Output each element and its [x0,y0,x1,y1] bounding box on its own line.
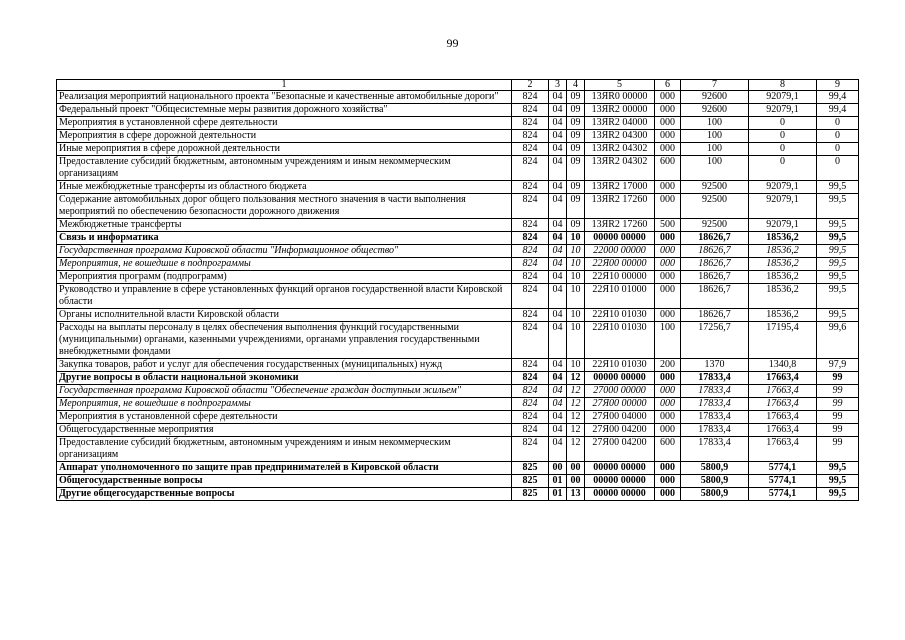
cell-planned: 18626,7 [681,232,749,245]
cell-expense-type: 000 [655,309,681,322]
cell-expense-type: 000 [655,181,681,194]
cell-percent: 99,6 [817,322,859,359]
cell-expense-type: 000 [655,143,681,156]
cell-section: 04 [549,104,567,117]
cell-percent: 99,5 [817,194,859,219]
cell-percent: 99,4 [817,104,859,117]
cell-ministry-code: 824 [512,258,549,271]
cell-executed: 0 [749,117,817,130]
cell-percent: 97,9 [817,359,859,372]
cell-name: Содержание автомобильных дорог общего пользования местного значения в части выполнения мероприятий по обеспечению безопасности дорожного движения [57,194,512,219]
cell-expense-type: 100 [655,322,681,359]
cell-name: Предоставление субсидий бюджетным, автономным учреждениям и иным некоммерческим организациям [57,156,512,181]
cell-percent: 0 [817,130,859,143]
cell-section: 04 [549,194,567,219]
table-row [57,424,859,437]
cell-planned: 100 [681,143,749,156]
cell-executed: 0 [749,130,817,143]
cell-section: 04 [549,385,567,398]
table-row [57,411,859,424]
budget-table [56,79,859,501]
cell-expense-type: 000 [655,424,681,437]
cell-executed: 5774,1 [749,488,817,501]
cell-percent: 0 [817,117,859,130]
cell-name: Общегосударственные вопросы [57,475,512,488]
cell-target-item: 27Я00 04000 [585,411,655,424]
cell-executed: 5774,1 [749,462,817,475]
cell-subsection: 12 [567,437,585,462]
header-cell: 9 [817,80,859,91]
cell-subsection: 00 [567,475,585,488]
cell-percent: 99 [817,437,859,462]
cell-name: Другие общегосударственные вопросы [57,488,512,501]
cell-expense-type: 000 [655,258,681,271]
cell-section: 04 [549,219,567,232]
cell-target-item: 22000 00000 [585,245,655,258]
cell-name: Мероприятия в установленной сфере деятельности [57,117,512,130]
cell-name: Иные мероприятия в сфере дорожной деятельности [57,143,512,156]
cell-target-item: 00000 00000 [585,462,655,475]
table-row [57,194,859,219]
cell-expense-type: 200 [655,359,681,372]
cell-planned: 92600 [681,104,749,117]
cell-planned: 17256,7 [681,322,749,359]
cell-percent: 99 [817,385,859,398]
cell-ministry-code: 825 [512,488,549,501]
cell-percent: 99,5 [817,488,859,501]
cell-expense-type: 000 [655,488,681,501]
cell-subsection: 09 [567,117,585,130]
table-row [57,372,859,385]
cell-name: Федеральный проект "Общесистемные меры развития дорожного хозяйства" [57,104,512,117]
cell-planned: 5800,9 [681,462,749,475]
header-cell: 4 [567,80,585,91]
cell-target-item: 27Я00 04200 [585,437,655,462]
cell-subsection: 09 [567,104,585,117]
cell-subsection: 10 [567,258,585,271]
cell-planned: 5800,9 [681,488,749,501]
cell-section: 04 [549,309,567,322]
cell-expense-type: 000 [655,245,681,258]
cell-ministry-code: 824 [512,322,549,359]
cell-executed: 18536,2 [749,309,817,322]
cell-planned: 1370 [681,359,749,372]
cell-section: 04 [549,372,567,385]
cell-ministry-code: 824 [512,284,549,309]
cell-subsection: 10 [567,322,585,359]
cell-executed: 18536,2 [749,245,817,258]
cell-target-item: 13ЯR2 00000 [585,104,655,117]
cell-executed: 92079,1 [749,104,817,117]
cell-ministry-code: 824 [512,385,549,398]
cell-expense-type: 000 [655,385,681,398]
cell-ministry-code: 824 [512,130,549,143]
cell-name: Мероприятия в установленной сфере деятельности [57,411,512,424]
cell-ministry-code: 825 [512,475,549,488]
cell-ministry-code: 824 [512,437,549,462]
cell-name: Мероприятия, не вошедшие в подпрограммы [57,258,512,271]
cell-target-item: 00000 00000 [585,372,655,385]
cell-name: Реализация мероприятий национального проекта "Безопасные и качественные автомобильные дороги" [57,91,512,104]
cell-section: 04 [549,156,567,181]
cell-target-item: 22Я00 00000 [585,258,655,271]
cell-ministry-code: 824 [512,232,549,245]
header-cell: 8 [749,80,817,91]
cell-name: Государственная программа Кировской области "Информационное общество" [57,245,512,258]
cell-ministry-code: 824 [512,245,549,258]
cell-subsection: 09 [567,130,585,143]
table-row [57,130,859,143]
cell-expense-type: 000 [655,232,681,245]
cell-subsection: 10 [567,359,585,372]
cell-percent: 99,4 [817,91,859,104]
cell-section: 04 [549,130,567,143]
cell-planned: 18626,7 [681,245,749,258]
cell-planned: 18626,7 [681,271,749,284]
cell-section: 04 [549,398,567,411]
cell-subsection: 09 [567,181,585,194]
cell-expense-type: 000 [655,462,681,475]
cell-planned: 92500 [681,194,749,219]
cell-planned: 18626,7 [681,309,749,322]
header-cell: 7 [681,80,749,91]
cell-ministry-code: 824 [512,91,549,104]
table-body [57,80,859,501]
cell-percent: 99 [817,372,859,385]
cell-percent: 99,5 [817,309,859,322]
cell-executed: 92079,1 [749,219,817,232]
cell-ministry-code: 824 [512,194,549,219]
cell-planned: 92500 [681,181,749,194]
cell-executed: 17663,4 [749,372,817,385]
cell-target-item: 22Я10 01030 [585,322,655,359]
cell-subsection: 12 [567,398,585,411]
cell-percent: 99,5 [817,462,859,475]
table-row [57,156,859,181]
cell-executed: 17663,4 [749,398,817,411]
cell-subsection: 12 [567,424,585,437]
cell-executed: 17663,4 [749,385,817,398]
cell-section: 04 [549,181,567,194]
cell-expense-type: 000 [655,411,681,424]
cell-expense-type: 000 [655,104,681,117]
cell-target-item: 22Я10 00000 [585,271,655,284]
cell-name: Общегосударственные мероприятия [57,424,512,437]
cell-subsection: 09 [567,156,585,181]
cell-section: 04 [549,91,567,104]
table-row [57,219,859,232]
table-row [57,91,859,104]
cell-subsection: 13 [567,488,585,501]
cell-planned: 17833,4 [681,437,749,462]
cell-target-item: 00000 00000 [585,232,655,245]
cell-section: 01 [549,475,567,488]
table-header-row [57,80,859,91]
cell-section: 01 [549,488,567,501]
cell-name: Аппарат уполномоченного по защите прав предпринимателей в Кировской области [57,462,512,475]
cell-target-item: 22Я10 01000 [585,284,655,309]
cell-ministry-code: 824 [512,309,549,322]
header-cell: 6 [655,80,681,91]
header-cell: 3 [549,80,567,91]
cell-subsection: 09 [567,219,585,232]
cell-name: Мероприятия в сфере дорожной деятельности [57,130,512,143]
table-row [57,143,859,156]
cell-executed: 18536,2 [749,284,817,309]
cell-subsection: 10 [567,271,585,284]
cell-ministry-code: 824 [512,117,549,130]
cell-subsection: 10 [567,232,585,245]
table-row [57,322,859,359]
cell-name: Мероприятия, не вошедшие в подпрограммы [57,398,512,411]
cell-expense-type: 600 [655,437,681,462]
cell-target-item: 13ЯR2 04000 [585,117,655,130]
cell-ministry-code: 824 [512,156,549,181]
cell-executed: 17663,4 [749,437,817,462]
cell-section: 04 [549,117,567,130]
page-number: 99 [446,36,459,50]
cell-name: Закупка товаров, работ и услуг для обеспечения государственных (муниципальных) нужд [57,359,512,372]
cell-expense-type: 000 [655,398,681,411]
cell-subsection: 00 [567,462,585,475]
cell-expense-type: 000 [655,117,681,130]
cell-planned: 17833,4 [681,398,749,411]
cell-name: Расходы на выплаты персоналу в целях обеспечения выполнения функций государственными (муниципальными) органами, казенными учреждениями, органами управления государственными внебюджетными фондами [57,322,512,359]
cell-planned: 5800,9 [681,475,749,488]
table-row [57,309,859,322]
cell-planned: 17833,4 [681,424,749,437]
cell-executed: 17663,4 [749,424,817,437]
cell-ministry-code: 824 [512,411,549,424]
cell-planned: 17833,4 [681,372,749,385]
cell-expense-type: 000 [655,91,681,104]
cell-target-item: 27Я00 04200 [585,424,655,437]
cell-planned: 92500 [681,219,749,232]
cell-ministry-code: 824 [512,271,549,284]
table-row [57,104,859,117]
cell-name: Органы исполнительной власти Кировской области [57,309,512,322]
cell-expense-type: 500 [655,219,681,232]
cell-ministry-code: 824 [512,372,549,385]
cell-section: 04 [549,359,567,372]
cell-subsection: 12 [567,385,585,398]
cell-section: 04 [549,424,567,437]
table-row [57,385,859,398]
cell-section: 04 [549,258,567,271]
cell-name: Предоставление субсидий бюджетным, автономным учреждениям и иным некоммерческим организациям [57,437,512,462]
cell-section: 04 [549,411,567,424]
cell-executed: 18536,2 [749,271,817,284]
cell-executed: 92079,1 [749,91,817,104]
table-row [57,117,859,130]
cell-percent: 99 [817,398,859,411]
cell-percent: 99 [817,411,859,424]
cell-expense-type: 000 [655,372,681,385]
cell-executed: 92079,1 [749,181,817,194]
cell-planned: 18626,7 [681,284,749,309]
cell-target-item: 13ЯR0 00000 [585,91,655,104]
cell-percent: 99,5 [817,232,859,245]
cell-expense-type: 000 [655,271,681,284]
cell-subsection: 10 [567,245,585,258]
cell-target-item: 00000 00000 [585,475,655,488]
cell-percent: 99,5 [817,271,859,284]
table-row [57,359,859,372]
header-cell: 5 [585,80,655,91]
cell-percent: 99,5 [817,219,859,232]
cell-planned: 17833,4 [681,385,749,398]
cell-executed: 18536,2 [749,232,817,245]
cell-name: Государственная программа Кировской области "Обеспечение граждан доступным жильем" [57,385,512,398]
cell-subsection: 12 [567,372,585,385]
table-row [57,258,859,271]
cell-percent: 99,5 [817,245,859,258]
cell-section: 04 [549,322,567,359]
table-row [57,181,859,194]
cell-section: 04 [549,245,567,258]
cell-executed: 92079,1 [749,194,817,219]
cell-section: 00 [549,462,567,475]
cell-section: 04 [549,271,567,284]
cell-executed: 5774,1 [749,475,817,488]
cell-name: Связь и информатика [57,232,512,245]
cell-percent: 99,5 [817,258,859,271]
cell-percent: 99,5 [817,475,859,488]
cell-expense-type: 000 [655,284,681,309]
cell-subsection: 09 [567,194,585,219]
cell-name: Иные межбюджетные трансферты из областного бюджета [57,181,512,194]
cell-target-item: 27000 00000 [585,385,655,398]
table-row [57,284,859,309]
cell-executed: 17195,4 [749,322,817,359]
cell-target-item: 13ЯR2 17260 [585,194,655,219]
cell-section: 04 [549,232,567,245]
cell-subsection: 09 [567,91,585,104]
cell-target-item: 13ЯR2 17000 [585,181,655,194]
cell-executed: 18536,2 [749,258,817,271]
header-cell: 1 [57,80,512,91]
cell-ministry-code: 824 [512,181,549,194]
cell-ministry-code: 824 [512,143,549,156]
cell-target-item: 22Я10 01030 [585,309,655,322]
cell-section: 04 [549,143,567,156]
cell-planned: 100 [681,117,749,130]
cell-planned: 100 [681,156,749,181]
cell-planned: 18626,7 [681,258,749,271]
cell-ministry-code: 824 [512,398,549,411]
cell-subsection: 10 [567,309,585,322]
cell-section: 04 [549,284,567,309]
header-cell: 2 [512,80,549,91]
table-row [57,271,859,284]
cell-subsection: 10 [567,284,585,309]
cell-name: Мероприятия программ (подпрограмм) [57,271,512,284]
cell-expense-type: 000 [655,475,681,488]
cell-percent: 99 [817,424,859,437]
cell-subsection: 12 [567,411,585,424]
cell-executed: 17663,4 [749,411,817,424]
cell-name: Межбюджетные трансферты [57,219,512,232]
cell-executed: 0 [749,143,817,156]
cell-percent: 0 [817,156,859,181]
table-row [57,232,859,245]
cell-expense-type: 000 [655,194,681,219]
cell-target-item: 22Я10 01030 [585,359,655,372]
cell-ministry-code: 824 [512,424,549,437]
table-row [57,488,859,501]
cell-target-item: 13ЯR2 04302 [585,143,655,156]
cell-ministry-code: 824 [512,359,549,372]
cell-name: Другие вопросы в области национальной экономики [57,372,512,385]
cell-planned: 100 [681,130,749,143]
cell-executed: 1340,8 [749,359,817,372]
cell-percent: 99,5 [817,284,859,309]
cell-target-item: 13ЯR2 17260 [585,219,655,232]
cell-subsection: 09 [567,143,585,156]
cell-target-item: 27Я00 00000 [585,398,655,411]
cell-section: 04 [549,437,567,462]
cell-executed: 0 [749,156,817,181]
table-row [57,462,859,475]
table-row [57,398,859,411]
cell-target-item: 13ЯR2 04302 [585,156,655,181]
cell-expense-type: 600 [655,156,681,181]
table-row [57,475,859,488]
cell-percent: 0 [817,143,859,156]
cell-name: Руководство и управление в сфере установленных функций органов государственной власти Кировской области [57,284,512,309]
cell-ministry-code: 825 [512,462,549,475]
cell-expense-type: 000 [655,130,681,143]
cell-planned: 17833,4 [681,411,749,424]
cell-ministry-code: 824 [512,219,549,232]
table-row [57,437,859,462]
cell-ministry-code: 824 [512,104,549,117]
cell-target-item: 13ЯR2 04300 [585,130,655,143]
cell-target-item: 00000 00000 [585,488,655,501]
table-row [57,245,859,258]
cell-planned: 92600 [681,91,749,104]
cell-percent: 99,5 [817,181,859,194]
